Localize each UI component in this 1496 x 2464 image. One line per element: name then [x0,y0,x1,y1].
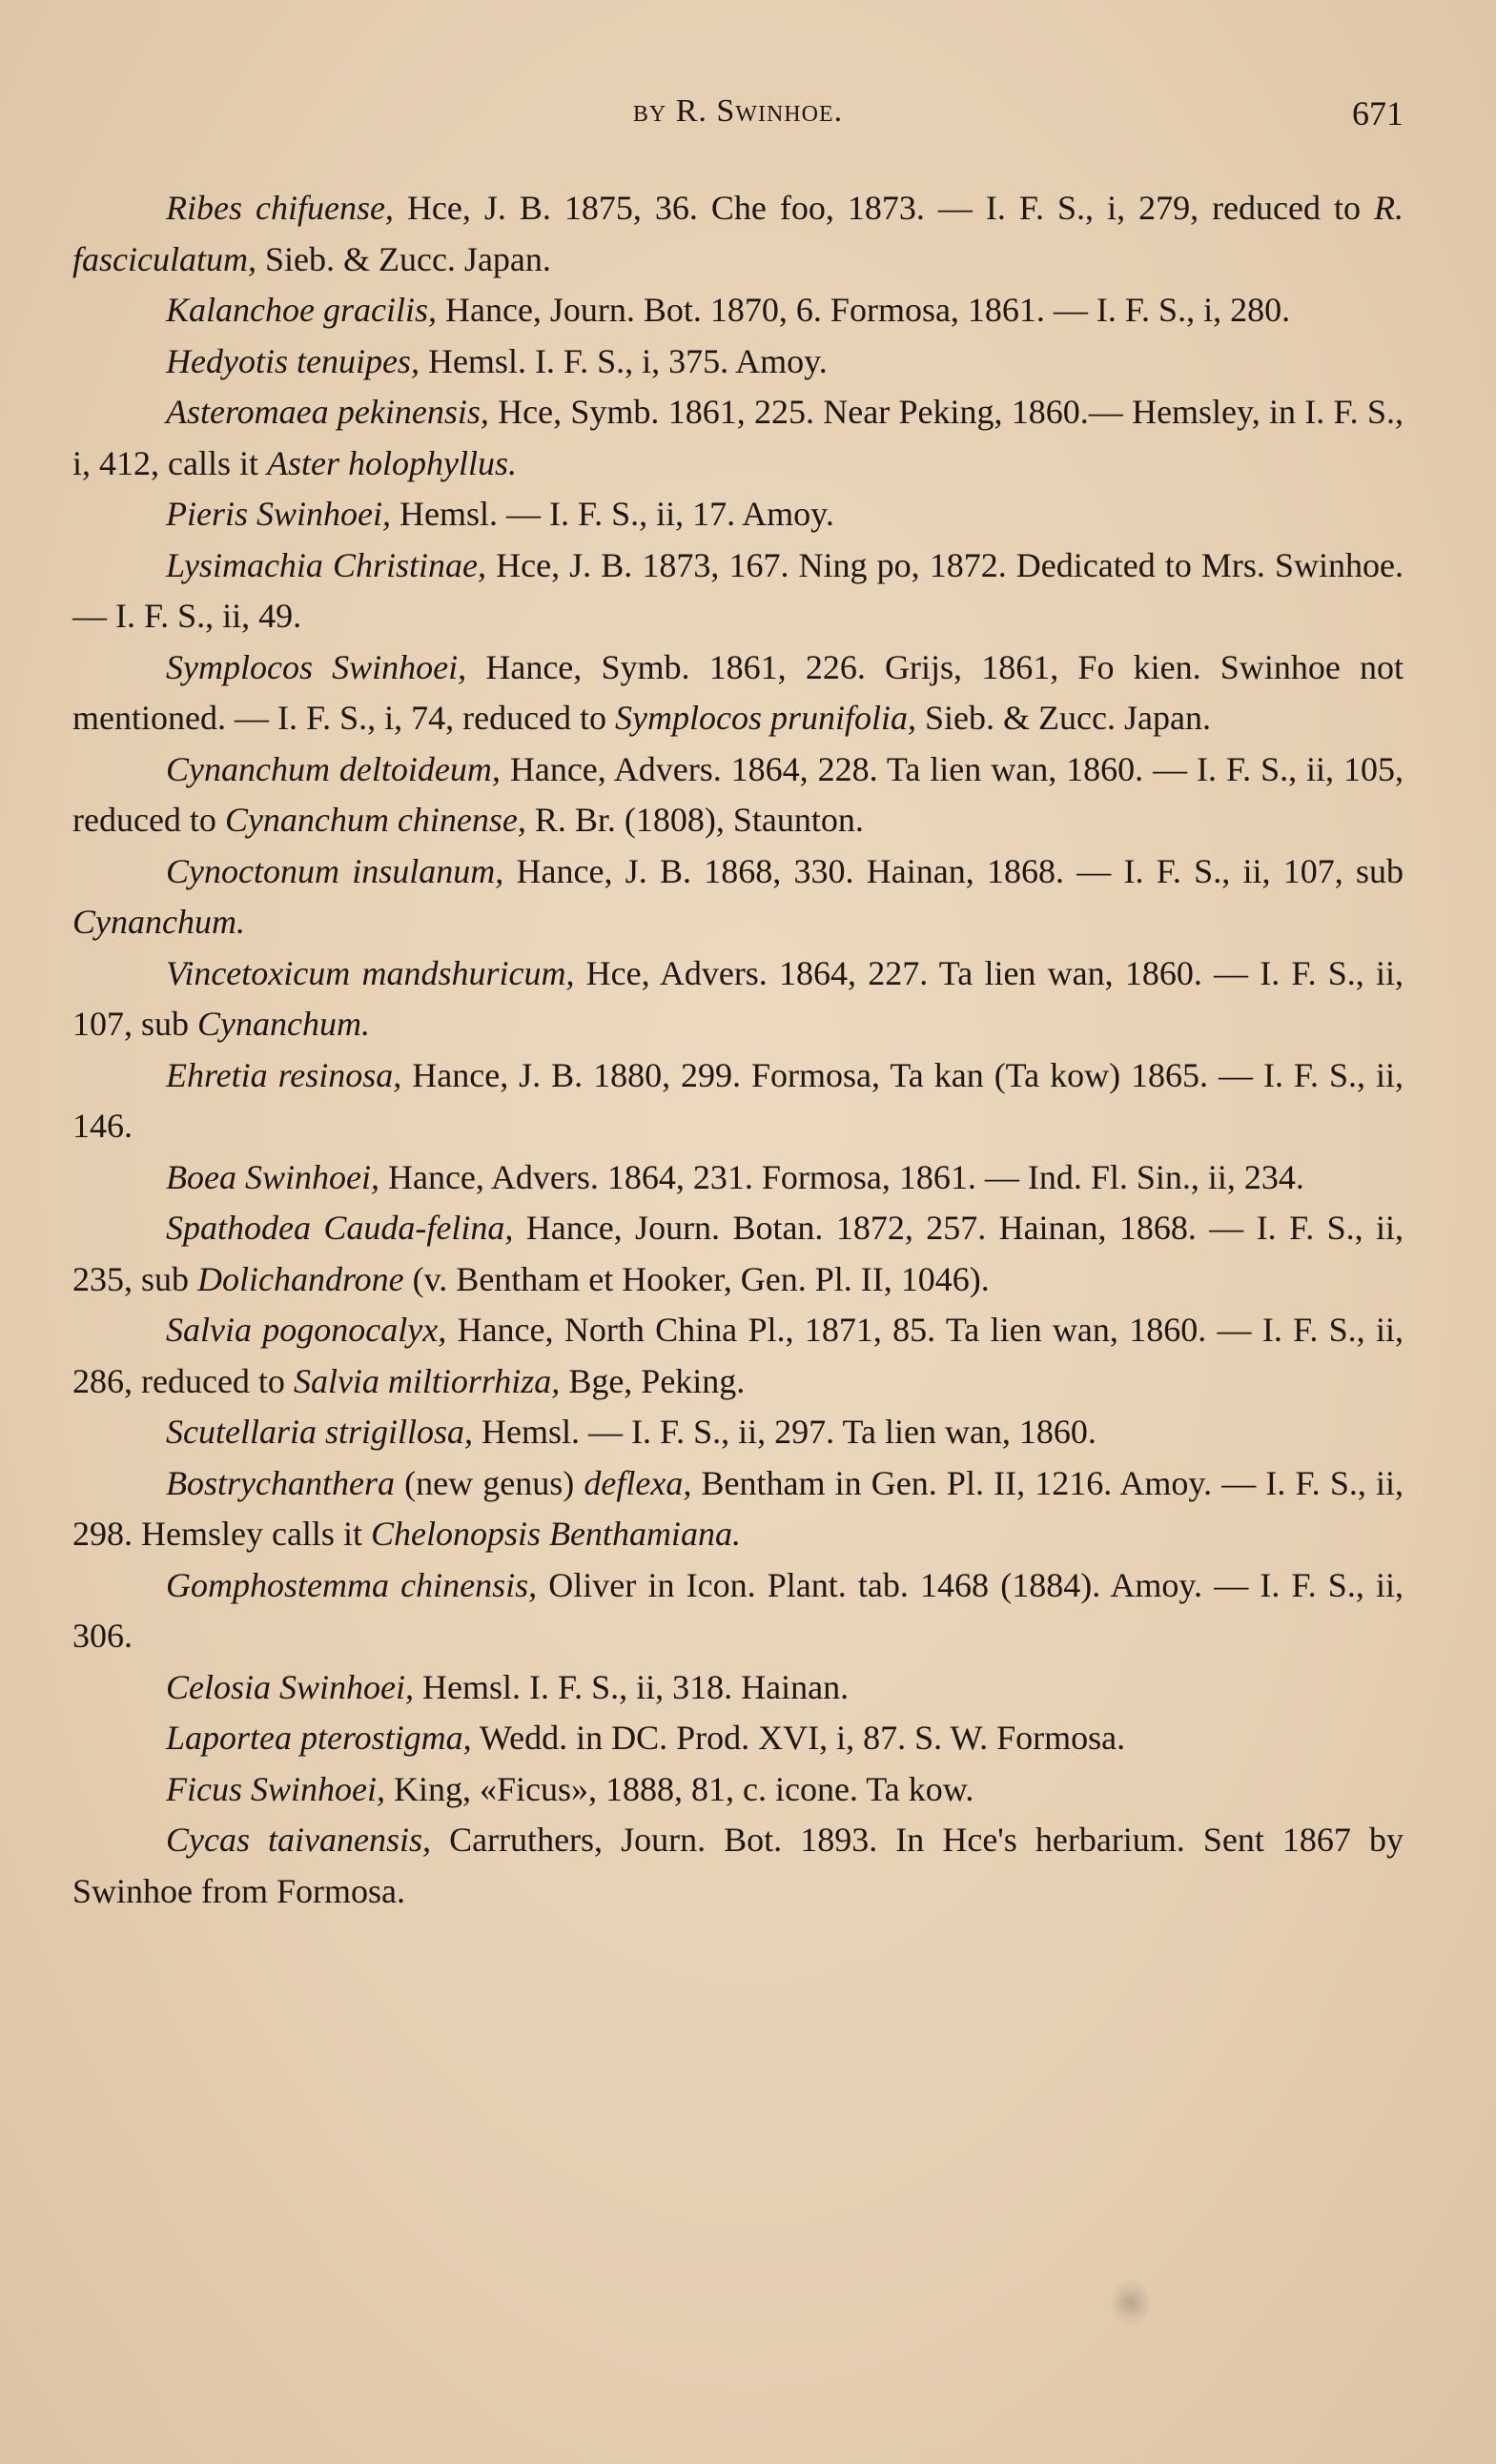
entry-citation: Oliver in Icon. Plant. tab. 1468 (1884). Amoy. — I. F. S., ii, 306. [72,1565,1404,1655]
entry-citation: Hance, Symb. 1861, 226. Grijs, 1861, Fo kien. Swinhoe not mentioned. — I. F. S., i, 74, reduced to [72,647,1404,737]
taxon-name: Scutellaria strigillosa, [166,1413,474,1451]
entry-pieris-swinhoei [72,489,1404,540]
entry-cynanchum-deltoideum [72,744,1404,846]
entry-citation: Hemsl. — I. F. S., ii, 17. Amoy. [391,495,834,533]
entry-citation: Hce, Advers. 1864, 227. Ta lien wan, 1860. — I. F. S., ii, 107, sub [72,953,1404,1043]
taxon-name: Spathodea Cauda-felina, [166,1209,514,1247]
entry-citation: Hance, North China Pl., 1871, 85. Ta lien wan, 1860. — I. F. S., ii, 286, reduced to [72,1311,1404,1400]
taxon-name: Kalanchoe gracilis, [166,291,437,329]
taxon-name-secondary: Cynanchum chinense, [224,801,526,839]
entry-celosia-swinhoei [72,1662,1404,1714]
entry-vincetoxicum-mandshuricum [72,948,1404,1050]
taxon-name-secondary: Cynanchum. [197,1005,370,1043]
taxon-name: Bostrychanthera [166,1463,395,1502]
running-head-by: by [632,93,667,129]
running-head-author: R. Swinhoe. [675,93,844,129]
entry-laportea-pterostigma [72,1713,1404,1764]
taxon-name: Laportea pterostigma, [166,1719,472,1757]
entry-citation: Hance, J. B. 1880, 299. Formosa, Ta kan (Ta kow) 1865. — I. F. S., ii, 146. [72,1055,1404,1145]
taxon-name-secondary: Cynanchum. [72,903,245,941]
entry-ehretia-resinosa [72,1050,1404,1152]
entry-citation-cont: Bge, Peking. [560,1361,746,1400]
taxon-name: Vincetoxicum mandshuricum, [166,953,575,992]
taxon-name: Celosia Swinhoei, [166,1667,414,1706]
entry-lysimachia-christinae [72,540,1404,642]
entry-citation: (new genus) [394,1463,584,1502]
entry-citation: Hce, J. B. 1873, 167. Ning po, 1872. Dedicated to Mrs. Swinhoe. — I. F. S., ii, 49. [72,545,1404,635]
taxon-name: Cynanchum deltoideum, [166,749,501,788]
taxon-name: Boea Swinhoei, [166,1157,379,1196]
entry-citation: Hce, Symb. 1861, 225. Near Peking, 1860.— Hemsley, in I. F. S., i, 412, calls it [72,393,1404,482]
entry-kalanchoe-gracilis [72,285,1404,336]
entry-citation: Hance, J. B. 1868, 330. Hainan, 1868. — I. F. S., ii, 107, sub [503,851,1404,890]
page-number: 671 [1352,94,1404,132]
entry-hedyotis-tenuipes [72,336,1404,388]
taxon-name: Pieris Swinhoei, [166,495,391,533]
page-body [72,183,1404,1917]
taxon-name-secondary: Salvia miltiorrhiza, [293,1361,561,1400]
entry-asteromaea-pekinensis [72,387,1404,489]
taxon-name: Salvia pogonocalyx, [166,1311,447,1349]
taxon-name: Cycas taivanensis, [166,1821,432,1859]
entry-citation: Hemsl. I. F. S., ii, 318. Hainan. [414,1667,850,1706]
entry-citation-cont: Bentham in Gen. Pl. II, 1216. Amoy. — I. F. S., ii, 298. Hemsley calls it [72,1463,1404,1553]
entry-bostrychanthera-deflexa [72,1458,1404,1560]
taxon-name: Lysimachia Christinae, [166,545,487,584]
taxon-name: Cynoctonum insulanum, [166,851,504,890]
entry-ribes-chifuense [72,183,1404,285]
entry-citation: Hance, Journ. Bot. 1870, 6. Formosa, 1861. — I. F. S., i, 280. [436,291,1291,329]
entry-citation: Hce, J. B. 1875, 36. Che foo, 1873. — I. F. S., i, 279, reduced to [393,189,1374,227]
taxon-name: Asteromaea pekinensis, [166,393,489,431]
entry-citation: Hance, Advers. 1864, 231. Formosa, 1861. — Ind. Fl. Sin., ii, 234. [379,1157,1304,1196]
entry-salvia-pogonocalyx [72,1305,1404,1407]
taxon-name-secondary: Dolichandrone [197,1259,404,1298]
entry-symplocos-swinhoei [72,642,1404,744]
entry-spathodea-cauda-felina [72,1203,1404,1305]
entry-citation: Wedd. in DC. Prod. XVI, i, 87. S. W. Formosa. [471,1719,1126,1757]
entry-cynoctonum-insulanum [72,846,1404,948]
taxon-name-secondary: deflexa, [584,1463,692,1502]
entry-citation-cont: (v. Bentham et Hooker, Gen. Pl. II, 1046). [403,1259,990,1298]
entry-citation: Carruthers, Journ. Bot. 1893. In Hce's herbarium. Sent 1867 by Swinhoe from Formosa. [72,1821,1404,1910]
page-header [72,86,1404,143]
entry-citation: Hemsl. — I. F. S., ii, 297. Ta lien wan, 1860. [473,1413,1096,1451]
entry-boea-swinhoei [72,1152,1404,1204]
running-head [72,93,1404,130]
taxon-name: Ehretia resinosa, [166,1055,402,1094]
entry-citation: Hance, Journ. Botan. 1872, 257. Hainan, 1868. — I. F. S., ii, 235, sub [72,1209,1404,1298]
taxon-name: Hedyotis tenuipes, [166,341,420,380]
entry-ficus-swinhoei [72,1764,1404,1816]
taxon-name-tertiary: Chelonopsis Benthamiana. [370,1515,741,1553]
taxon-name: Ficus Swinhoei, [166,1769,385,1808]
taxon-name: Gomphostemma chinensis, [166,1565,538,1604]
entry-citation-cont: R. Br. (1808), Staunton. [525,801,864,839]
taxon-name-secondary: Symplocos prunifolia, [615,699,917,737]
entry-cycas-taivanensis [72,1815,1404,1917]
taxon-name: Ribes chifuense, [166,189,394,227]
entry-citation-cont: Sieb. & Zucc. Japan. [256,239,551,278]
entry-citation: Hance, Advers. 1864, 228. Ta lien wan, 1860. — I. F. S., ii, 105, reduced to [72,749,1404,839]
entry-citation-cont: Sieb. & Zucc. Japan. [916,699,1211,737]
entry-gomphostemma-chinensis [72,1560,1404,1662]
taxon-name-secondary: R. fasciculatum, [72,189,1404,278]
entry-citation: Hemsl. I. F. S., i, 375. Amoy. [419,341,828,380]
paper-stain [1112,2280,1150,2326]
entry-scutellaria-strigillosa [72,1407,1404,1458]
taxon-name: Symplocos Swinhoei, [166,647,467,686]
entry-citation: King, «Ficus», 1888, 81, c. icone. Ta kow. [384,1769,974,1808]
taxon-name-secondary: Aster holophyllus. [266,443,517,482]
